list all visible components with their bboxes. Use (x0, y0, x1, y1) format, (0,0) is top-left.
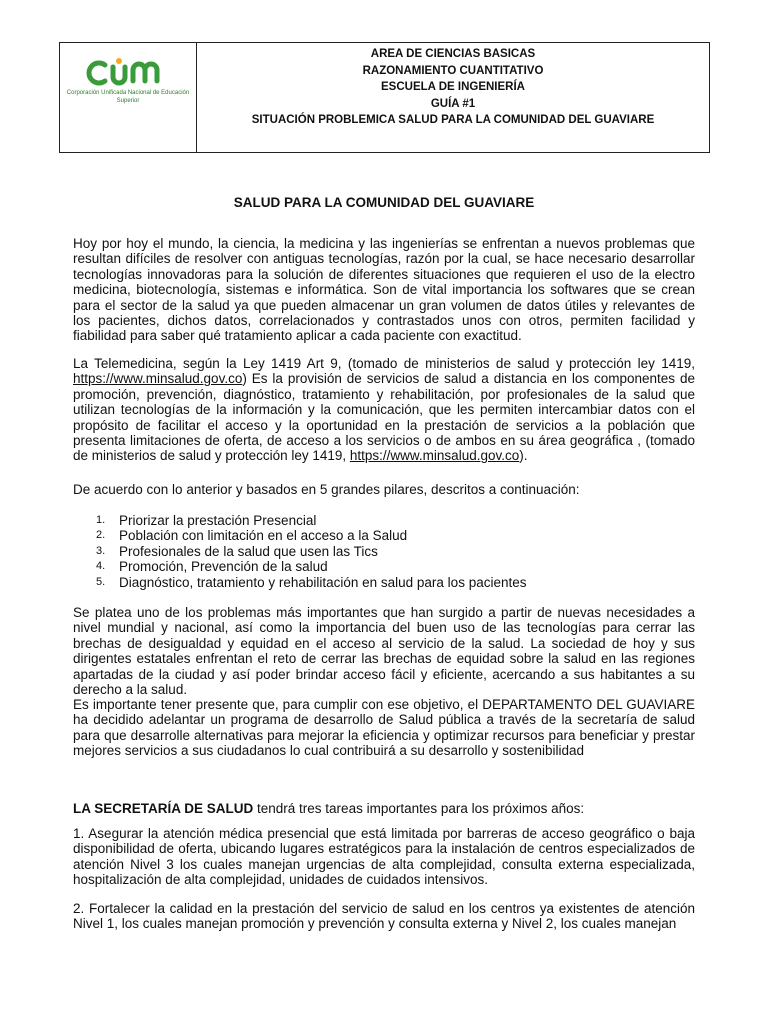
document-title: SALUD PARA LA COMUNIDAD DEL GUAVIARE (233, 195, 535, 210)
paragraph-telemedicine (73, 356, 695, 464)
list-item (96, 513, 527, 528)
paragraph-problem: Se platea uno de los problemas más importantes que han surgido a partir de nuevas necesidades a nivel mundial y nacional, así como la importancia del buen uso de las tecnologías para cerrar las brechas de desigualdad y equidad en el acceso al servicio de la salud. La sociedad de hoy y sus dirigentes estatales enfrentan el reto de cerrar las brechas de equidad sobre la salud en las regiones apartadas de la ciudad y así poder brindar acceso fácil y eficiente, acercando a sus habitantes a su derecho a la salud. (73, 605, 695, 698)
logo-cell (60, 43, 197, 152)
secretaria-bold: LA SECRETARÍA DE SALUD (73, 801, 254, 816)
list-item (96, 559, 527, 574)
header-table (59, 42, 710, 153)
paragraph-secretaria (73, 801, 695, 816)
minsalud-link-1[interactable]: https://www.minsalud.gov.co (73, 371, 243, 387)
paragraph-task-1: 1. Asegurar la atención médica presencial que está limitada por barreras de acceso geográfico o baja disponibilidad de oferta, ubicando lugares estratégicos para la instalación de centros especializados de atención Nivel 3 los cuales manejan urgencias de alta complejidad, consulta externa especializada, hospitalización de alta complejidad, unidades de cuidados intensivos. (73, 826, 695, 888)
header-line-guide: GUÍA #1 (430, 97, 476, 110)
telemedicine-text-a: La Telemedicina, según la Ley 1419 Art 9, (tomado de ministerios de salud y protección ley 1419, (73, 356, 695, 371)
paragraph-department: Es importante tener presente que, para cumplir con ese objetivo, el DEPARTAMENTO DEL GUAVIARE ha decidido adelantar un programa de desarrollo de Salud pública a través de la secretaría de salud para que desarrolle alternativas para mejorar la eficiencia y optimizar recursos para beneficiar y prestar mejores servicios a sus ciudadanos lo cual contribuirá a su desarrollo y sostenibilidad (73, 697, 695, 759)
list-item-text: Promoción, Prevención de la salud (119, 559, 328, 575)
paragraph-pillars-intro: De acuerdo con lo anterior y basados en 5 grandes pilares, descritos a continuación: (73, 482, 580, 497)
list-item-number: 5. (96, 575, 106, 588)
telemedicine-text-b: ) Es la provisión de servicios de salud a distancia en los componentes de promoción, prevención, diagnóstico, tratamiento y rehabilitación, por profesionales de la salud que utilizan tecnologías de la información y la comunicación, que les permiten intercambiar datos con el propósito de facilitar el acceso y la oportunidad en la prestación de servicios a la población que presenta limitaciones de oferta, de acceso a los servicios o de ambos en su área geográfica , (tomado de ministerios de salud y protección ley 1419, (73, 371, 695, 464)
cun-logo-icon (83, 57, 173, 87)
header-line-area: AREA DE CIENCIAS BASICAS (370, 48, 536, 60)
logo-org-text: Corporación Unificada Nacional de Educación Superior (66, 90, 190, 104)
list-item (96, 544, 527, 559)
list-item-number: 1. (96, 514, 106, 526)
header-line-situation: SITUACIÓN PROBLEMICA SALUD PARA LA COMUNIDAD DEL GUAVIARE (251, 114, 655, 126)
pillars-list (96, 513, 527, 590)
list-item (96, 575, 527, 590)
list-item-text: Priorizar la prestación Presencial (119, 513, 317, 528)
list-item-text: Población con limitación en el acceso a la Salud (119, 528, 408, 544)
minsalud-link-2[interactable]: https://www.minsalud.gov.co (349, 448, 520, 464)
secretaria-rest: tendrá tres tareas importantes para los próximos años: (253, 801, 585, 816)
header-line-school: ESCUELA DE INGENIERÍA (381, 81, 525, 93)
list-item (96, 528, 527, 543)
list-item-number: 4. (96, 560, 106, 573)
list-item-number: 3. (96, 544, 106, 557)
paragraph-intro: Hoy por hoy el mundo, la ciencia, la medicina y las ingenierías se enfrentan a nuevos problemas que resultan difíciles de resolver con antiguas tecnologías, razón por la cual, se hace necesario desarrollar tecnologías innovadoras para la solución de diferentes situaciones que requieren el uso de la electro medicina, biotecnología, sistemas e informática. Son de vital importancia los softwares que se crean para el sector de la salud ya que pueden almacenar un gran volumen de datos útiles y relevantes de los pacientes, dichos datos, correlacionados y contrastados unos con otros, permiten facilidad y fiabilidad para saber qué tratamiento aplicar a cada paciente con exactitud. (73, 236, 695, 344)
header-title-cell (197, 43, 709, 152)
paragraph-task-2: 2. Fortalecer la calidad en la prestación del servicio de salud en los centros ya existentes de atención Nivel 1, los cuales manejan promoción y prevención y consulta externa y Nivel 2, los cuales manejan (73, 901, 695, 932)
telemedicine-text-c: ). (519, 448, 528, 464)
list-item-text: Diagnóstico, tratamiento y rehabilitación en salud para los pacientes (119, 574, 527, 590)
list-item-text: Profesionales de la salud que usen las Tics (119, 543, 378, 559)
header-line-course: RAZONAMIENTO CUANTITATIVO (362, 64, 544, 77)
list-item-number: 2. (96, 529, 106, 542)
